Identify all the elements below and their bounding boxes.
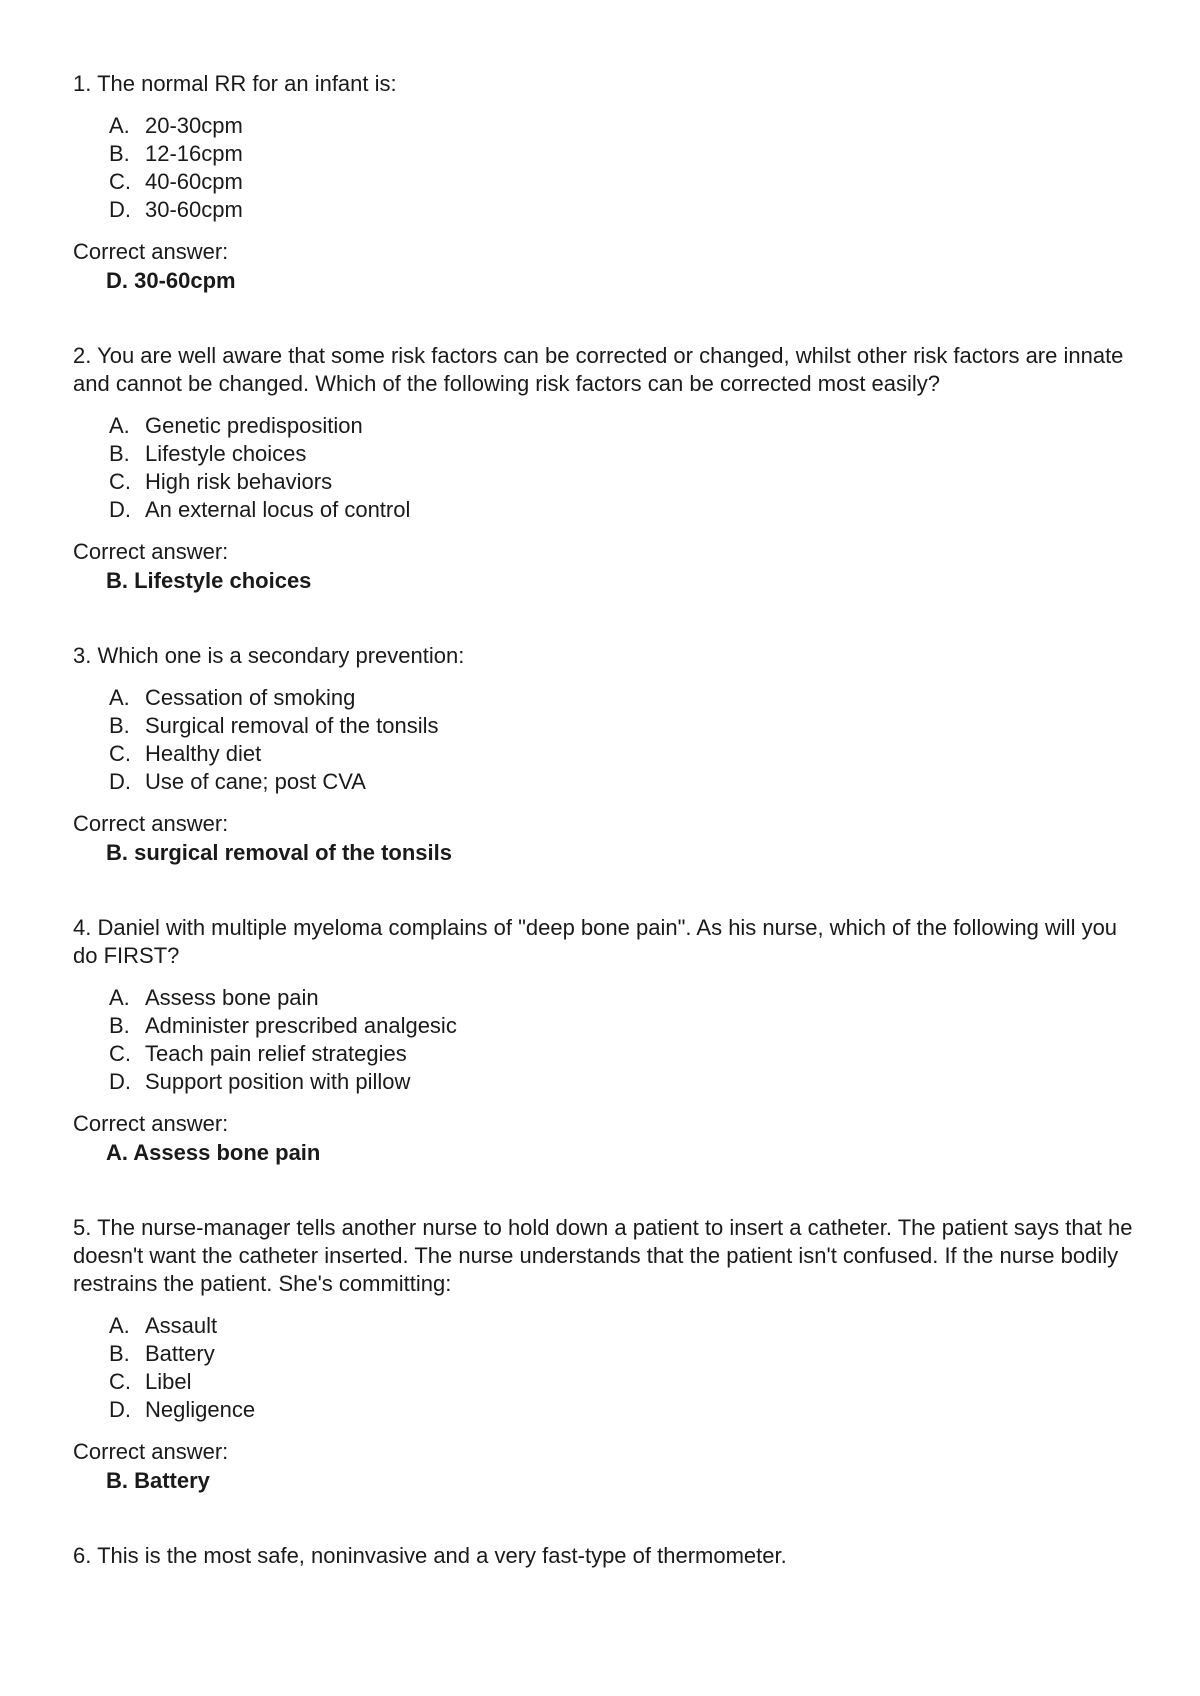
option-text: Negligence [145, 1397, 256, 1422]
option-list [73, 112, 1133, 224]
option-text: Healthy diet [145, 741, 262, 766]
answer-label: Correct answer: [73, 539, 229, 564]
option-letter: B. [109, 141, 130, 166]
option-c [109, 1368, 1133, 1396]
option-text: Assault [145, 1313, 218, 1338]
option-letter: A. [109, 685, 130, 710]
option-letter: C. [109, 1041, 131, 1066]
answer-label: Correct answer: [73, 1439, 229, 1464]
option-b [109, 440, 1133, 468]
option-text: Assess bone pain [145, 985, 319, 1010]
option-text: Genetic predisposition [145, 413, 363, 438]
question-stem: 1. The normal RR for an infant is: [73, 71, 397, 96]
option-letter: D. [109, 1397, 131, 1422]
option-letter: A. [109, 413, 130, 438]
option-d [109, 768, 1133, 796]
option-d [109, 196, 1133, 224]
correct-answer: B. surgical removal of the tonsils [106, 840, 452, 865]
answer-label: Correct answer: [73, 811, 229, 836]
option-list [73, 412, 1133, 524]
option-letter: A. [109, 113, 130, 138]
question-3 [73, 642, 1133, 868]
option-text: 40-60cpm [145, 169, 243, 194]
question-stem: 4. Daniel with multiple myeloma complains of "deep bone pain". As his nurse, which of the following will you do FIRST? [73, 915, 1118, 968]
option-letter: B. [109, 1341, 130, 1366]
question-4 [73, 914, 1133, 1168]
correct-answer: B. Battery [106, 1468, 210, 1493]
option-text: Support position with pillow [145, 1069, 411, 1094]
answer-label: Correct answer: [73, 239, 229, 264]
option-d [109, 496, 1133, 524]
option-c [109, 468, 1133, 496]
option-list [73, 684, 1133, 796]
question-stem: 2. You are well aware that some risk factors can be corrected or changed, whilst other risk factors are innate and cannot be changed. Which of the following risk factors can be corrected most easily? [73, 343, 1124, 396]
option-letter: A. [109, 985, 130, 1010]
option-text: High risk behaviors [145, 469, 333, 494]
option-b [109, 712, 1133, 740]
question-2 [73, 342, 1133, 596]
question-stem: 6. This is the most safe, noninvasive and a very fast-type of thermometer. [73, 1543, 787, 1568]
option-b [109, 140, 1133, 168]
option-text: Use of cane; post CVA [145, 769, 366, 794]
option-text: 12-16cpm [145, 141, 243, 166]
option-text: 30-60cpm [145, 197, 243, 222]
document-page [73, 70, 1133, 1616]
option-text: Administer prescribed analgesic [145, 1013, 457, 1038]
question-6 [73, 1542, 1133, 1570]
option-letter: A. [109, 1313, 130, 1338]
question-5 [73, 1214, 1133, 1496]
option-c [109, 1040, 1133, 1068]
option-text: Surgical removal of the tonsils [145, 713, 439, 738]
question-stem: 3. Which one is a secondary prevention: [73, 643, 465, 668]
option-b [109, 1340, 1133, 1368]
correct-answer: D. 30-60cpm [106, 268, 236, 293]
option-b [109, 1012, 1133, 1040]
option-list [73, 984, 1133, 1096]
correct-answer: A. Assess bone pain [106, 1140, 321, 1165]
option-letter: B. [109, 441, 130, 466]
option-text: Cessation of smoking [145, 685, 356, 710]
option-a [109, 412, 1133, 440]
option-text: An external locus of control [145, 497, 411, 522]
option-text: 20-30cpm [145, 113, 243, 138]
option-letter: C. [109, 741, 131, 766]
option-a [109, 684, 1133, 712]
option-letter: B. [109, 1013, 130, 1038]
question-1 [73, 70, 1133, 296]
option-letter: C. [109, 469, 131, 494]
option-letter: C. [109, 169, 131, 194]
option-letter: D. [109, 197, 131, 222]
option-c [109, 168, 1133, 196]
option-c [109, 740, 1133, 768]
option-d [109, 1068, 1133, 1096]
option-d [109, 1396, 1133, 1424]
option-letter: D. [109, 769, 131, 794]
option-letter: B. [109, 713, 130, 738]
option-letter: D. [109, 1069, 131, 1094]
question-stem: 5. The nurse-manager tells another nurse to hold down a patient to insert a catheter. The patient says that he doesn't want the catheter inserted. The nurse understands that the patient isn't confused. If the nurse bodily restrains the patient. She's committing: [73, 1215, 1133, 1296]
option-a [109, 112, 1133, 140]
option-letter: C. [109, 1369, 131, 1394]
option-text: Libel [145, 1369, 192, 1394]
option-text: Battery [145, 1341, 215, 1366]
correct-answer: B. Lifestyle choices [106, 568, 312, 593]
option-a [109, 984, 1133, 1012]
answer-label: Correct answer: [73, 1111, 229, 1136]
option-text: Lifestyle choices [145, 441, 307, 466]
option-text: Teach pain relief strategies [145, 1041, 407, 1066]
option-a [109, 1312, 1133, 1340]
option-list [73, 1312, 1133, 1424]
option-letter: D. [109, 497, 131, 522]
